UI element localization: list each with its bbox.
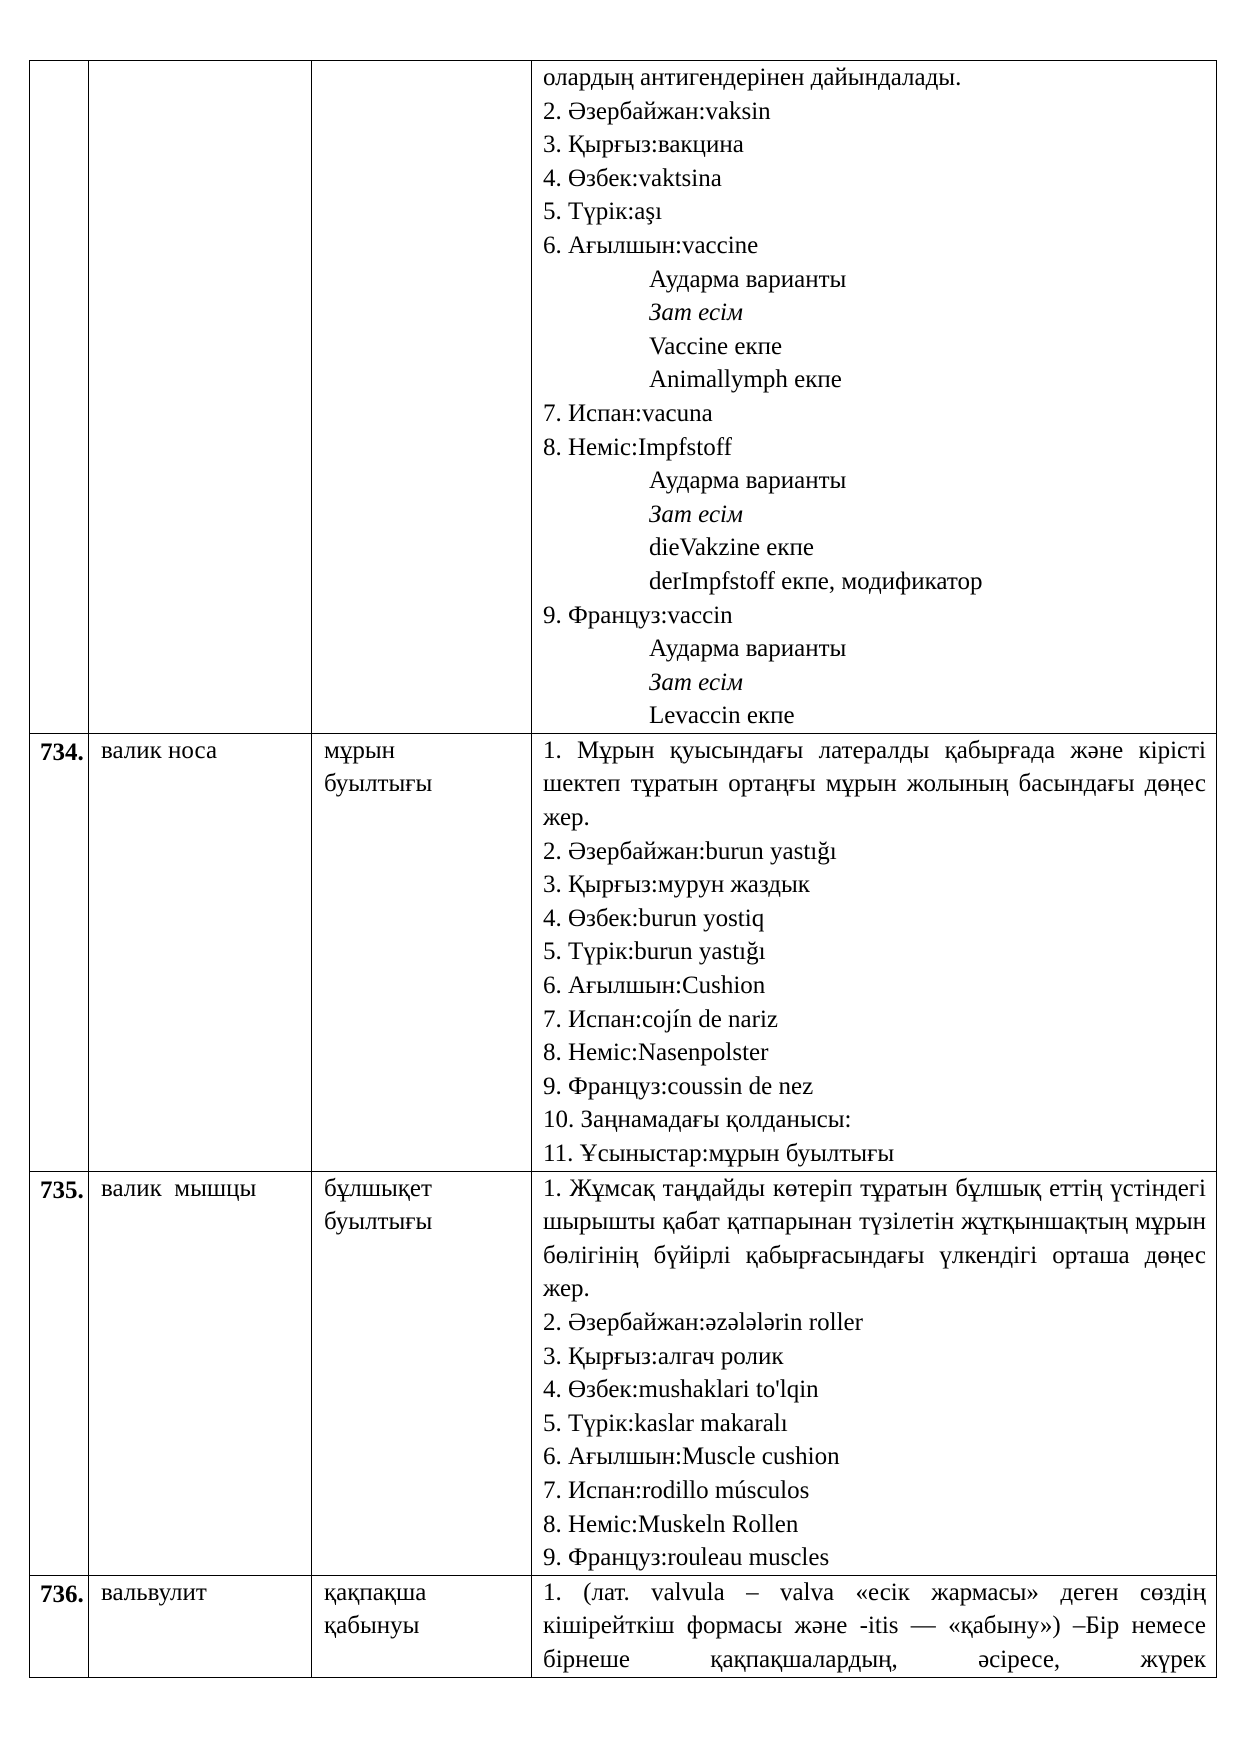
translation-line: 3. Қырғыз:алгач ролик: [543, 1342, 784, 1370]
translation-line: 7. Испан:rodillo músculos: [543, 1476, 810, 1504]
translation-line: 5. Түрік:kaslar makaralı: [543, 1409, 788, 1437]
definition-text: олардың антигендерінен дайындалады.: [543, 64, 962, 91]
variant-item: dieVakzine екпе: [649, 534, 815, 562]
definition-cell: [532, 1171, 1217, 1575]
translation-line: 2. Әзербайжан:əzələlərin roller: [543, 1308, 863, 1336]
kazakh-term: [312, 1575, 532, 1677]
kazakh-term-line: бұлшықет: [324, 1174, 432, 1202]
table-row: [30, 1575, 1217, 1677]
russian-term-text: валик мышцы: [101, 1174, 257, 1202]
translation-line: 9. Француз:coussin de nez: [543, 1072, 814, 1100]
russian-term: валик носа: [89, 733, 312, 1171]
variants-title: Аударма варианты: [649, 635, 847, 663]
table-row: [30, 733, 1217, 1171]
translation-line: 8. Неміс:Nasenpolster: [543, 1039, 769, 1067]
definition-cell: [532, 1575, 1217, 1677]
kazakh-term: [312, 733, 532, 1171]
definition-text: 1. Жұмсақ таңдайды көтеріп тұратын бұлшық еттің үстіндегі шырышты қабат қатпарынан түзілетін жұтқыншақтың мұрын бөлігінің бүйірлі қабырғасындағы үлкендігі орташа дөңес жер.: [543, 1174, 1206, 1303]
variant-item: derImpfstoff екпе, модификатор: [649, 567, 983, 595]
part-of-speech: Зат есім: [649, 299, 743, 327]
translation-line: 6. Ағылшын:Cushion: [543, 972, 766, 1000]
translation-line: 6. Ағылшын:vaccine: [543, 231, 759, 259]
translation-line: 6. Ағылшын:Muscle cushion: [543, 1443, 840, 1471]
kazakh-term-line: буылтығы: [324, 770, 433, 798]
dictionary-table: [29, 60, 1217, 1678]
entry-number: 735.: [30, 1171, 89, 1575]
part-of-speech: Зат есім: [649, 668, 743, 696]
translation-line: 2. Әзербайжан:vaksin: [543, 97, 771, 125]
translation-line: 3. Қырғыз:вакцина: [543, 131, 744, 159]
usage-line: 10. Заңнамадағы қолданысы:: [543, 1106, 852, 1134]
table-row: [30, 61, 1217, 734]
translation-line: 3. Қырғыз:мурун жаздык: [543, 871, 810, 899]
definition-cell: [532, 61, 1217, 734]
translation-line: 8. Неміс:Impfstoff: [543, 433, 732, 461]
translation-line: 4. Өзбек:vaktsina: [543, 164, 722, 192]
kazakh-term: [312, 1171, 532, 1575]
kazakh-term-line: қақпақша: [324, 1578, 427, 1606]
entry-number: [30, 61, 89, 734]
russian-term: [89, 61, 312, 734]
variant-item: Vaccine екпе: [649, 332, 783, 360]
variant-item: Levaccin екпе: [649, 702, 795, 730]
translation-line: 7. Испан:cojín de nariz: [543, 1005, 778, 1033]
kazakh-term-line: буылтығы: [324, 1208, 433, 1236]
translation-line: 8. Неміс:Muskeln Rollen: [543, 1510, 799, 1538]
translation-line: 9. Француз:rouleau muscles: [543, 1544, 830, 1572]
recommendation-line: 11. Ұсыныстар:мұрын буылтығы: [543, 1140, 895, 1167]
translation-line: 2. Әзербайжан:burun yastığı: [543, 837, 837, 865]
entry-number: 736.: [30, 1575, 89, 1677]
russian-term: вальвулит: [89, 1575, 312, 1677]
variants-title: Аударма варианты: [649, 467, 847, 495]
russian-term: [89, 1171, 312, 1575]
translation-line: 5. Түрік:aşı: [543, 198, 663, 226]
translation-line: 7. Испан:vacuna: [543, 399, 713, 427]
kazakh-term-line: қабынуы: [324, 1612, 420, 1640]
translation-line: 5. Түрік:burun yastığı: [543, 938, 766, 966]
variant-item: Animallymph екпе: [649, 366, 842, 394]
translation-line: 9. Француз:vaccin: [543, 601, 733, 629]
table-row: [30, 1171, 1217, 1575]
variants-title: Аударма варианты: [649, 265, 847, 293]
translation-line: 4. Өзбек:burun yostiq: [543, 904, 765, 932]
entry-number: 734.: [30, 733, 89, 1171]
translation-line: 4. Өзбек:mushaklari to'lqin: [543, 1376, 819, 1404]
definition-cell: [532, 733, 1217, 1171]
part-of-speech: Зат есім: [649, 500, 743, 528]
definition-text: 1. (лат. valvula – valva «есік жармасы» деген сөздің кішірейткіш формасы және -itis — «қабыну») –Бір немесе бірнеше қақпақшалардың, әсіресе, жүрек: [543, 1578, 1206, 1673]
kazakh-term-line: мұрын: [324, 736, 395, 764]
definition-text: 1. Мұрын қуысындағы латералды қабырғада және кірісті шектеп тұратын ортаңғы мұрын жолының басындағы дөңес жер.: [543, 736, 1206, 832]
kazakh-term: [312, 61, 532, 734]
